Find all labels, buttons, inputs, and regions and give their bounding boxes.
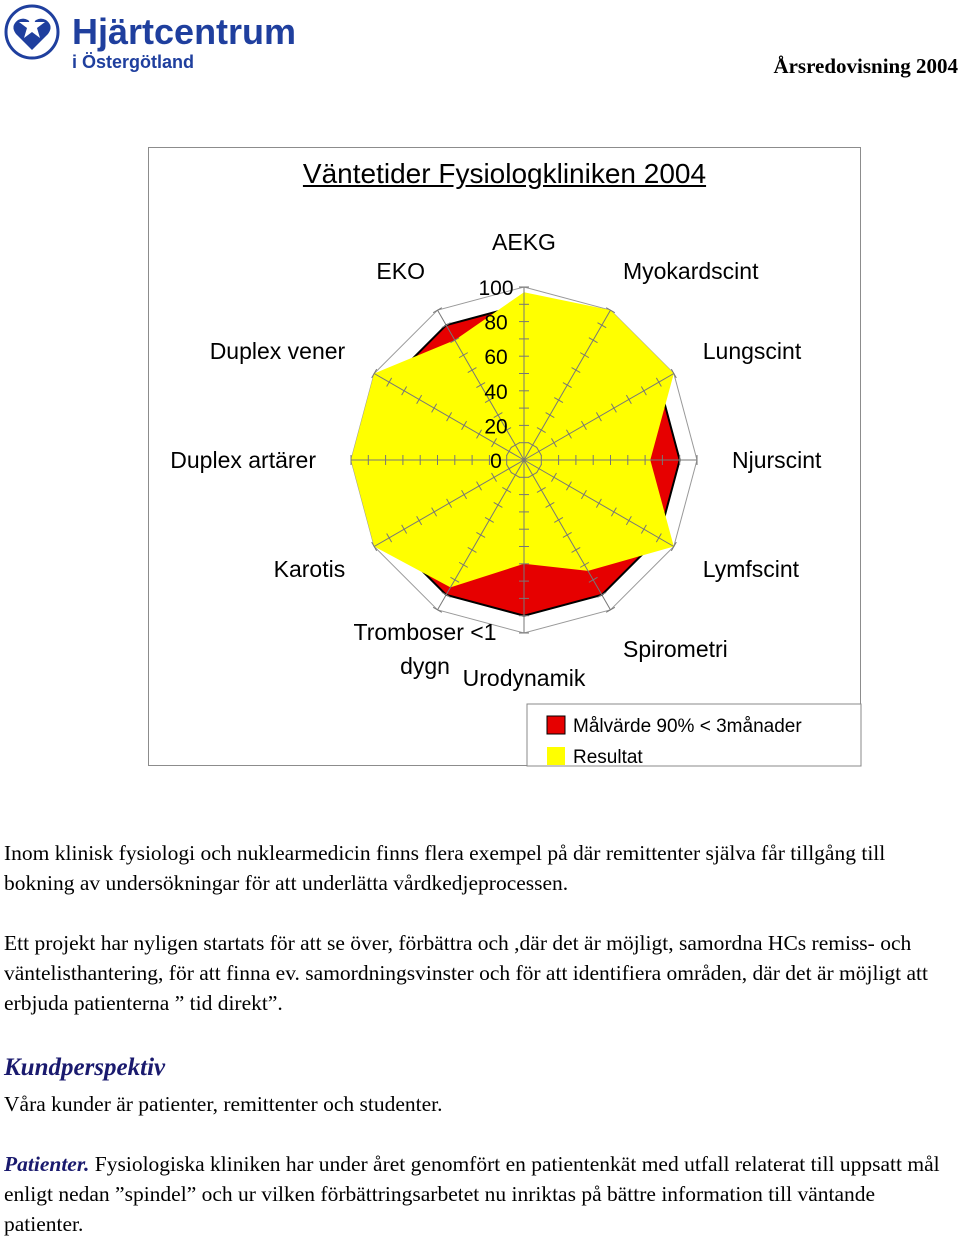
paragraph-2: Ett projekt har nyligen startats för att se över, förbättra och ,där det är möjligt, samordna HCs remiss- och väntelisthantering, för att finna ev. samordningsvinster och för att identifiera områden, där det är möjligt att erbjuda patienterna ” tid direkt”. [4, 931, 929, 1015]
radar-category-label: Urodynamik [462, 664, 586, 691]
radar-category-label: Tromboser <1 [353, 618, 497, 645]
radar-category-label: Lungscint [702, 338, 802, 365]
radar-category-label: dygn [400, 652, 450, 679]
radar-tick-label: 0 [490, 450, 502, 473]
radar-category-label: Myokardscint [622, 258, 759, 285]
legend-label-2: Resultat [573, 747, 643, 767]
radar-category-label: Duplex vener [209, 338, 346, 365]
radar-category-label: Lymfscint [702, 555, 800, 582]
radar-tick-label: 80 [484, 311, 508, 335]
radar-category-label: AEKG [492, 229, 556, 256]
paragraph-4-text: Fysiologiska kliniken har under året genomfört en patientenkät med utfall relaterat till uppsatt mål enligt nedan ”spindel” och ur vilken förbättringsarbetet nu inriktas på bättre information till väntande patienter. [4, 1152, 940, 1236]
logo-subname: i Östergötland [72, 52, 195, 72]
radar-tick-mark [606, 607, 615, 612]
radar-tick-label: 60 [484, 346, 508, 370]
hjartcentrum-logo [2, 2, 312, 78]
heart-star-icon [6, 6, 58, 58]
section-heading: Kundperspektiv [4, 1054, 166, 1081]
radar-category-label: Karotis [273, 555, 346, 582]
logo-graphic [2, 2, 312, 78]
radar-tick-mark [433, 308, 442, 313]
radar-tick-mark [433, 607, 442, 612]
radar-category-label: EKO [376, 258, 426, 285]
legend-swatch-1 [547, 716, 565, 734]
radar-tick-label: 100 [478, 277, 514, 300]
chart-title: Väntetider Fysiologkliniken 2004 [302, 158, 707, 189]
radar-chart-frame [148, 147, 861, 766]
radar-category-label: Spirometri [622, 635, 728, 662]
legend-label-1: Målvärde 90% < 3månader [573, 716, 802, 737]
logo-name: Hjärtcentrum [72, 11, 297, 52]
legend-swatch-2 [547, 747, 565, 765]
radar-category-label: Njurscint [731, 447, 822, 473]
report-title: Årsredovisning 2004 [773, 54, 958, 78]
paragraph-4-lead: Patienter. [4, 1152, 90, 1176]
radar-chart [149, 148, 862, 767]
paragraph-1: Inom klinisk fysiologi och nuklearmedicin finns flera exempel på där remittenter själva får tillgång till bokning av undersökningar för att underlätta vårdkedjeprocessen. [4, 841, 886, 895]
radar-tick-label: 20 [484, 415, 508, 439]
radar-tick-label: 40 [484, 380, 508, 404]
radar-category-label: Duplex artärer [170, 447, 317, 473]
paragraph-3: Våra kunder är patienter, remittenter och studenter. [4, 1092, 443, 1116]
paragraph-4 [4, 1149, 959, 1239]
